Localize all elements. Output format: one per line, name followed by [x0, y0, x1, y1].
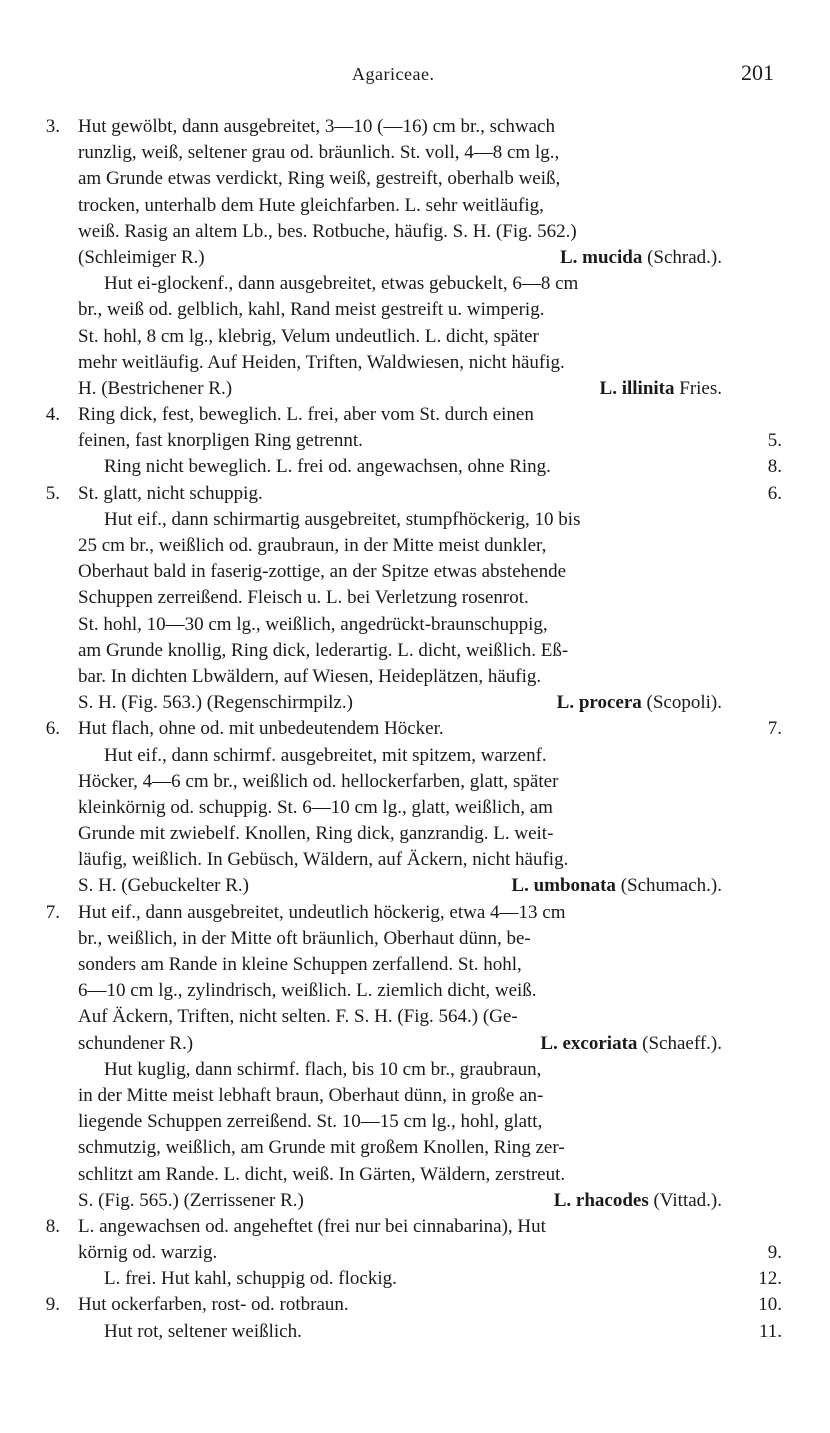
- line-text: Hut eif., dann schirmf. ausgebreitet, mit spitzem, warzenf.: [104, 744, 547, 766]
- line-text: Ring nicht beweglich. L. frei od. angewachsen, ohne Ring.: [104, 456, 551, 478]
- species-author: (Schumach.).: [615, 875, 722, 897]
- text-line: [0, 1135, 830, 1161]
- species-author: (Scopoli).: [641, 692, 722, 714]
- text-line: [0, 297, 830, 323]
- lead-target: 5.: [767, 430, 782, 452]
- line-text: Auf Äckern, Triften, nicht selten. F. S. H. (Fig. 564.) (Ge-: [78, 1006, 518, 1028]
- text-line: [0, 900, 830, 926]
- line-text: bar. In dichten Lbwäldern, auf Wiesen, Heideplätzen, häufig.: [78, 665, 542, 687]
- line-text: Höcker, 4—6 cm br., weißlich od. hellockerfarben, glatt, später: [78, 770, 559, 792]
- text-line: [0, 978, 830, 1004]
- line-text: Oberhaut bald in faserig-zottige, an der Spitze etwas abstehende: [78, 561, 567, 583]
- couplet-number: 6.: [45, 718, 60, 740]
- line-text: Hut gewölbt, dann ausgebreitet, 3—10 (—16) cm br., schwach: [78, 116, 555, 137]
- text-line: [0, 612, 830, 638]
- line-text: runzlig, weiß, seltener grau od. bräunlich. St. voll, 4—8 cm lg.,: [78, 142, 560, 164]
- lead-target: 10.: [758, 1294, 782, 1316]
- line-text: St. glatt, nicht schuppig.: [78, 482, 263, 504]
- line-text: S. H. (Gebuckelter R.): [78, 875, 249, 897]
- line-text: am Grunde etwas verdickt, Ring weiß, gestreift, oberhalb weiß,: [78, 168, 561, 190]
- line-text: Hut eif., dann schirmartig ausgebreitet, stumpfhöckerig, 10 bis: [104, 508, 581, 530]
- text-line: [0, 193, 830, 219]
- text-line: [0, 376, 830, 402]
- line-text: schmutzig, weißlich, am Grunde mit großem Knollen, Ring zer-: [78, 1137, 565, 1159]
- species-name: L. excoriata: [540, 1032, 638, 1054]
- text-line: [0, 533, 830, 559]
- line-text: schundener R.): [78, 1032, 194, 1054]
- line-text: 25 cm br., weißlich od. graubraun, in der Mitte meist dunkler,: [78, 535, 547, 556]
- text-line: [0, 690, 830, 716]
- text-line: [0, 585, 830, 611]
- page-header: [0, 60, 830, 90]
- species-author: (Schaeff.).: [637, 1032, 722, 1054]
- couplet-number: 5.: [45, 482, 60, 504]
- line-text: (Schleimiger R.): [78, 246, 205, 268]
- text-line: [0, 507, 830, 533]
- text-line: [0, 952, 830, 978]
- text-line: [0, 638, 830, 664]
- text-line: [0, 271, 830, 297]
- line-text: Grunde mit zwiebelf. Knollen, Ring dick, ganzrandig. L. weit-: [78, 823, 554, 845]
- text-line: [0, 428, 830, 454]
- text-line: [0, 716, 830, 742]
- species-name: L. procera: [556, 692, 642, 714]
- line-text: Hut ei-glockenf., dann ausgebreitet, etwas gebuckelt, 6—8 cm: [104, 273, 579, 295]
- line-text: kleinkörnig od. schuppig. St. 6—10 cm lg., glatt, weißlich, am: [78, 796, 553, 818]
- lead-target: 12.: [758, 1268, 782, 1290]
- text-line: [0, 454, 830, 480]
- text-line: [0, 1031, 830, 1057]
- line-text: br., weißlich, in der Mitte oft bräunlich, Oberhaut dünn, be-: [78, 927, 531, 949]
- text-line: [0, 245, 830, 271]
- lead-target: 6.: [767, 482, 782, 504]
- line-text: S. H. (Fig. 563.) (Regenschirmpilz.): [78, 692, 353, 714]
- line-text: liegende Schuppen zerreißend. St. 10—15 cm lg., hohl, glatt,: [78, 1111, 543, 1133]
- text-line: [0, 1319, 830, 1345]
- line-text: feinen, fast knorpligen Ring getrennt.: [78, 430, 363, 452]
- line-text: am Grunde knollig, Ring dick, lederartig. L. dicht, weißlich. Eß-: [78, 639, 569, 661]
- lead-target: 7.: [767, 718, 782, 740]
- species-author: Fries.: [674, 377, 722, 399]
- text-line: [0, 219, 830, 245]
- text-line: [0, 166, 830, 192]
- text-line: [0, 795, 830, 821]
- lead-target: 9.: [767, 1242, 782, 1264]
- line-text: läufig, weißlich. In Gebüsch, Wäldern, auf Äckern, nicht häufig.: [78, 849, 569, 871]
- lead-target: 11.: [758, 1320, 782, 1342]
- couplet-number: 7.: [45, 901, 60, 923]
- line-text: trocken, unterhalb dem Hute gleichfarben. L. sehr weitläufig,: [78, 194, 544, 216]
- text-line: [0, 821, 830, 847]
- line-text: Hut ockerfarben, rost- od. rotbraun.: [78, 1294, 349, 1316]
- text-line: [0, 1188, 830, 1214]
- text-line: [0, 743, 830, 769]
- line-text: Ring dick, fest, beweglich. L. frei, aber vom St. durch einen: [78, 404, 534, 426]
- line-text: Schuppen zerreißend. Fleisch u. L. bei Verletzung rosenrot.: [78, 587, 529, 609]
- line-text: St. hohl, 10—30 cm lg., weißlich, angedrückt-braunschuppig,: [78, 613, 548, 635]
- line-text: Hut eif., dann ausgebreitet, undeutlich höckerig, etwa 4—13 cm: [78, 901, 566, 923]
- text-line: [0, 769, 830, 795]
- page-number: 201: [741, 60, 774, 85]
- text-line: [0, 847, 830, 873]
- key-text: [0, 114, 830, 1345]
- couplet-number: 3.: [45, 116, 60, 137]
- line-text: br., weiß od. gelblich, kahl, Rand meist gestreift u. wimperig.: [78, 299, 545, 321]
- text-line: [0, 1266, 830, 1292]
- line-text: L. frei. Hut kahl, schuppig od. flockig.: [104, 1268, 397, 1290]
- couplet-number: 4.: [45, 404, 60, 426]
- species-name: L. umbonata: [511, 875, 616, 897]
- text-line: [0, 402, 830, 428]
- species-author: (Vittad.).: [648, 1189, 722, 1211]
- line-text: St. hohl, 8 cm lg., klebrig, Velum undeutlich. L. dicht, später: [78, 325, 539, 347]
- line-text: Hut rot, seltener weißlich.: [104, 1320, 302, 1342]
- text-line: [0, 140, 830, 166]
- couplet-number: 9.: [45, 1294, 60, 1316]
- text-line: [0, 926, 830, 952]
- text-line: [0, 324, 830, 350]
- line-text: weiß. Rasig an altem Lb., bes. Rotbuche, häufig. S. H. (Fig. 562.): [78, 220, 577, 242]
- couplet-number: 8.: [45, 1215, 60, 1237]
- text-line: [0, 1083, 830, 1109]
- text-line: [0, 559, 830, 585]
- text-line: [0, 1292, 830, 1318]
- text-line: [0, 1057, 830, 1083]
- running-title: Agariceae.: [352, 64, 435, 84]
- text-line: [0, 873, 830, 899]
- line-text: S. (Fig. 565.) (Zerrissener R.): [78, 1189, 304, 1211]
- species-name: L. rhacodes: [553, 1189, 649, 1211]
- line-text: Hut kuglig, dann schirmf. flach, bis 10 cm br., graubraun,: [104, 1058, 542, 1080]
- line-text: schlitzt am Rande. L. dicht, weiß. In Gärten, Wäldern, zerstreut.: [78, 1163, 566, 1185]
- text-line: [0, 1162, 830, 1188]
- species-name: L. illinita: [599, 377, 675, 399]
- text-line: [0, 1109, 830, 1135]
- line-text: Hut flach, ohne od. mit unbedeutendem Höcker.: [78, 718, 444, 740]
- line-text: sonders am Rande in kleine Schuppen zerfallend. St. hohl,: [78, 954, 522, 975]
- line-text: 6—10 cm lg., zylindrisch, weißlich. L. ziemlich dicht, weiß.: [78, 980, 537, 1002]
- line-text: mehr weitläufig. Auf Heiden, Triften, Waldwiesen, nicht häufig.: [78, 351, 565, 373]
- text-line: [0, 1214, 830, 1240]
- species-author: (Schrad.).: [642, 246, 722, 268]
- text-line: [0, 350, 830, 376]
- text-line: [0, 1240, 830, 1266]
- text-line: [0, 664, 830, 690]
- line-text: in der Mitte meist lebhaft braun, Oberhaut dünn, in große an-: [78, 1084, 544, 1106]
- lead-target: 8.: [767, 456, 782, 478]
- line-text: H. (Bestrichener R.): [78, 377, 233, 399]
- text-line: [0, 114, 830, 140]
- text-line: [0, 1004, 830, 1030]
- species-name: L. mucida: [559, 246, 643, 268]
- line-text: L. angewachsen od. angeheftet (frei nur bei cinnabarina), Hut: [78, 1215, 546, 1237]
- text-line: [0, 481, 830, 507]
- line-text: körnig od. warzig.: [78, 1242, 218, 1264]
